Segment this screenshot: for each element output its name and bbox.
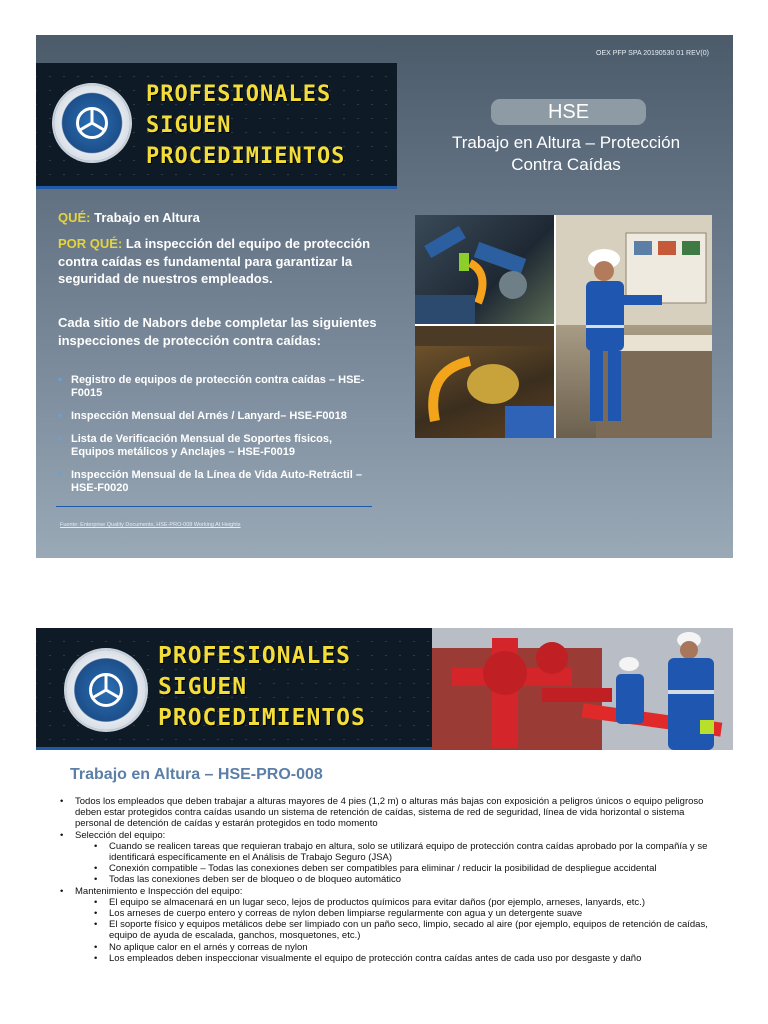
list-item: • Todos los empleados que deben trabajar a alturas mayores de 4 pies (1,2 m) o alturas más bajas con exposición a peligros únicos o equipo peligroso deben estar protegidos contra caídas usando un sistema de retención de caídas, sistema de red de seguridad, línea de vida horizontal o sistema personal de detención de caídas y estarán protegidos en todo momento	[58, 796, 708, 830]
headline-line-1: PROFESIONALES	[146, 82, 332, 107]
wellhead-workers-photo	[432, 628, 733, 750]
list-item: • Conexión compatible – Todas las conexiones deben ser compatibles para eliminar / reducir la posibilidad de despliegue accidental	[58, 863, 708, 874]
inspection-list	[58, 374, 378, 505]
procedure-outline	[58, 796, 708, 964]
list-item: • Selección del equipo:	[58, 830, 708, 841]
list-item: • Los arneses de cuerpo entero y correas de nylon deben limpiarse regularmente con agua y un detergente suave	[58, 908, 708, 919]
snap-hook-photo	[415, 326, 554, 438]
slide-title-line-2: Contra Caídas	[511, 155, 621, 174]
list-item: • No aplique calor en el arnés y correas de nylon	[58, 942, 708, 953]
slide-2-banner	[36, 628, 432, 750]
nabors-seal-logo	[52, 83, 132, 163]
banner-headline	[146, 79, 345, 172]
que-text: Trabajo en Altura	[94, 210, 200, 225]
banner	[36, 63, 397, 189]
divider	[56, 506, 372, 507]
photo-collage	[415, 215, 712, 438]
que-block	[58, 210, 378, 225]
headline-line-1: PROFESIONALES	[158, 643, 352, 669]
worker-inspecting-photo	[556, 215, 712, 438]
slide-title	[431, 132, 701, 176]
list-item: • El equipo se almacenará en un lugar seco, lejos de productos químicos para evitar daños (por ejemplo, arneses, lanyards, etc.)	[58, 897, 708, 908]
headline-line-3: PROCEDIMIENTOS	[146, 144, 346, 169]
list-item: • Cuando se realicen tareas que requieran trabajo en altura, solo se utilizará equipo de protección contra caídas aprobado por la compañía y se identificará específicamente en el Análisis de Trabajo Seguro (JSA)	[58, 841, 708, 863]
intro-text: Cada sitio de Nabors debe completar las siguientes inspecciones de protección contra caídas:	[58, 315, 377, 348]
slide-1	[36, 35, 733, 558]
list-item: • Inspección Mensual del Arnés / Lanyard– HSE-F0018	[58, 410, 378, 423]
nabors-seal-logo	[64, 648, 148, 732]
banner-headline	[158, 641, 366, 734]
source-link[interactable]: Fuente: Enterprise Quality Documents, HSE-PRO-008 Working At Heights	[60, 522, 241, 528]
headline-line-2: SIGUEN	[146, 113, 232, 138]
por-que-label: POR QUÉ:	[58, 236, 123, 251]
que-label: QUÉ:	[58, 210, 91, 225]
harness-closeup-photo	[415, 215, 554, 324]
list-item: • Lista de Verificación Mensual de Soportes físicos, Equipos metálicos y Anclajes – HSE-F0019	[58, 433, 378, 459]
list-item: • Los empleados deben inspeccionar visualmente el equipo de protección contra caídas antes de cada uso por desgaste y daño	[58, 953, 708, 964]
list-item: • Mantenimiento e Inspección del equipo:	[58, 886, 708, 897]
por-que-block	[58, 235, 378, 288]
list-item: • El soporte físico y equipos metálicos debe ser limpiado con un paño seco, limpio, secado al aire (por ejemplo, equipos de retención de caídas, equipo de ayuda de escalada, ganchos, mosquetones, etc.)	[58, 919, 708, 941]
por-que-text: La inspección del equipo de protección contra caídas es fundamental para garantizar la seguridad de nuestros empleados.	[58, 236, 371, 286]
hse-tag: HSE	[491, 99, 646, 125]
slide-title-line-1: Trabajo en Altura – Protección	[451, 133, 681, 152]
document-reference: OEX PFP SPA 20190530 01 REV(0)	[596, 50, 709, 57]
slide-2-title: Trabajo en Altura – HSE-PRO-008	[70, 766, 323, 783]
headline-line-2: SIGUEN	[158, 674, 248, 700]
list-item: • Registro de equipos de protección contra caídas – HSE-F0015	[58, 374, 378, 400]
headline-line-3: PROCEDIMIENTOS	[158, 705, 366, 731]
list-item: • Inspección Mensual de la Línea de Vida Auto-Retráctil – HSE-F0020	[58, 469, 378, 495]
list-item: • Todas las conexiones deben ser de bloqueo o de bloqueo automático	[58, 874, 708, 885]
